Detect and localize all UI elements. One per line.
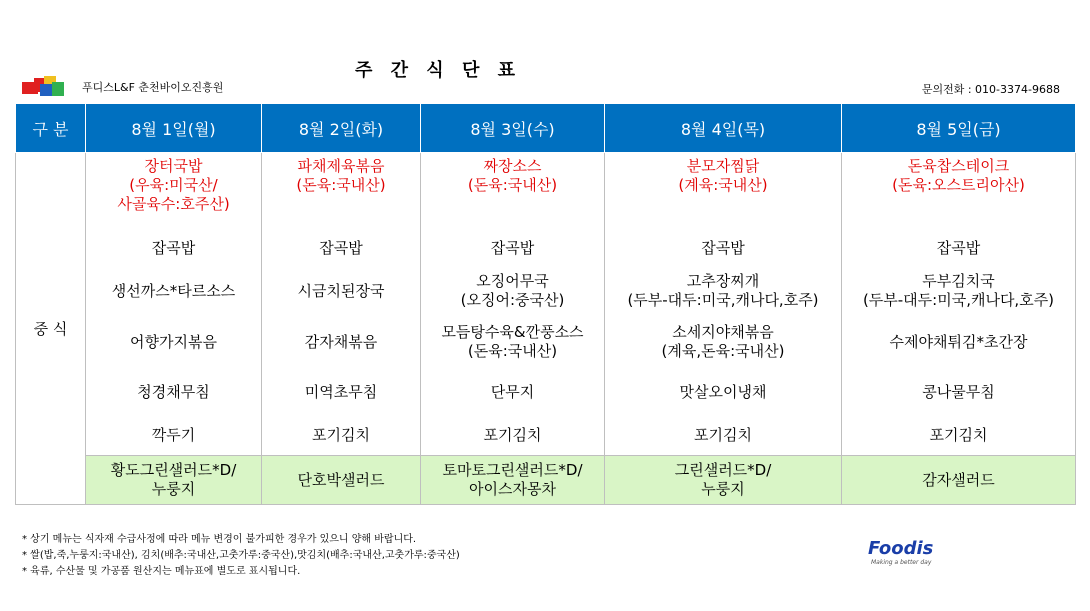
side-dish-item-text: [491, 383, 534, 402]
salad-cell-2: [262, 456, 421, 505]
menu-line: 모듬탕수육&깐풍소스: [441, 323, 584, 341]
menu-line: 단호박샐러드: [297, 470, 385, 489]
header-day-5: 8월 5일(금): [842, 104, 1076, 153]
menu-line: (돈육:오스트리아산): [892, 176, 1025, 194]
soup-item-text: [627, 272, 818, 310]
side-dish-item-text: [890, 333, 1028, 352]
main-dish-text: [678, 157, 767, 195]
salad-cell-1: [86, 456, 262, 505]
note-line: * 육류, 수산물 및 가공품 원산지는 메뉴표에 별도로 표시됩니다.: [22, 566, 301, 577]
side-dish-item: [86, 369, 261, 415]
menu-line: 파채제육볶음: [297, 157, 385, 175]
soup-item: [605, 267, 841, 315]
side-dish-item: [421, 369, 604, 415]
main-dish: [86, 157, 261, 229]
menu-line: (오징어:중국산): [460, 291, 565, 309]
side-dish-item: [605, 369, 841, 415]
salad-cell-5: [842, 456, 1076, 505]
main-dish: [842, 157, 1075, 229]
kimchi-item-text: 포기김치: [694, 425, 752, 444]
menu-line: 돈육찹스테이크: [907, 157, 1010, 175]
main-dish: [421, 157, 604, 229]
menu-line: 분모자찜닭: [686, 157, 760, 175]
side-dish-item-text: [130, 333, 217, 352]
kimchi-item: [842, 415, 1075, 455]
day-menu-1: [86, 153, 262, 456]
menu-line: (계육:국내산): [678, 176, 768, 194]
kimchi-item-text: 포기김치: [312, 425, 370, 444]
menu-line: 청경채무침: [137, 382, 210, 401]
weekly-menu-table: [15, 103, 1076, 505]
header-day-1: 8월 1일(월): [86, 104, 262, 153]
menu-line: 생선까스*타르소스: [111, 281, 236, 300]
menu-line: 황도그린샐러드*D/: [110, 461, 237, 479]
soup-item: [842, 267, 1075, 315]
kimchi-item: [421, 415, 604, 455]
side-dish-item-text: [305, 383, 377, 402]
menu-line: 사골육수:호주산): [117, 195, 230, 213]
rice-item-text: 잡곡밥: [701, 238, 745, 257]
header-row: [16, 104, 1076, 153]
rice-item-text: 잡곡밥: [490, 238, 535, 257]
soup-item: [86, 267, 261, 315]
day-menu-3: [421, 153, 605, 456]
kimchi-item-text: 깍두기: [151, 425, 196, 444]
menu-line: 장터국밥: [144, 157, 203, 175]
main-dish: [605, 157, 841, 229]
menu-line: (두부-대두:미국,캐나다,호주): [862, 291, 1055, 309]
rice-item: [262, 229, 420, 267]
day-menu-4: [605, 153, 842, 456]
header-day-4: 8월 4일(목): [605, 104, 842, 153]
page-title: 주 간 식 단 표: [355, 60, 522, 81]
side-dish-item: [842, 315, 1075, 369]
note-line: * 쌀(밥,죽,누룽지:국내산), 김치(배추:국내산,고춧가루:중국산),맛김치(배추:국내산,고춧가루:중국산): [22, 550, 460, 561]
soup-item-text: [461, 272, 565, 310]
menu-line: (돈육:국내산): [467, 342, 558, 360]
side-dish-item-text: [441, 323, 583, 361]
side-dish-item-text: [137, 383, 209, 402]
menu-line: (계육,돈육:국내산): [661, 342, 785, 360]
rice-item-text: 잡곡밥: [151, 238, 196, 257]
main-dish-text: [117, 157, 229, 214]
menu-line: 감자채볶음: [304, 332, 378, 351]
notes: [22, 532, 460, 580]
menu-line: 두부김치국: [922, 272, 995, 290]
main-dish: [262, 157, 420, 229]
menu-line: 그린샐러드*D/: [674, 461, 772, 479]
menu-line: 어향가지볶음: [130, 332, 217, 351]
side-dish-item: [262, 315, 420, 369]
side-dish-item-text: [922, 383, 994, 402]
menu-line: 수제야채튀김*초간장: [889, 332, 1028, 351]
day-menu-2: [262, 153, 421, 456]
soup-item-text: [863, 272, 1054, 310]
menu-line: 아이스자몽차: [469, 480, 556, 498]
lunch-label: 중 식: [16, 153, 86, 505]
menu-line: (돈육:국내산): [467, 176, 558, 194]
header-day-3: 8월 3일(수): [421, 104, 605, 153]
soup-item-text: [112, 282, 235, 301]
side-dish-item: [421, 315, 604, 369]
kimchi-item: [262, 415, 420, 455]
salad-row: [16, 456, 1076, 505]
side-dish-item: [605, 315, 841, 369]
rice-item: [605, 229, 841, 267]
header-gubun: 구 분: [16, 104, 86, 153]
menu-line: 맛살오이냉채: [679, 382, 767, 401]
menu-line: 짜장소스: [483, 157, 542, 175]
side-dish-item: [842, 369, 1075, 415]
salad-cell-4: [605, 456, 842, 505]
side-dish-item-text: [680, 383, 767, 402]
menu-line: (두부-대두:미국,캐나다,호주): [627, 291, 819, 309]
kimchi-item-text: 포기김치: [929, 425, 988, 444]
foodis-tagline: Making a better day: [871, 559, 932, 566]
main-dish-text: [468, 157, 557, 195]
soup-item: [262, 267, 420, 315]
company-logo-icon: [22, 74, 66, 98]
main-dish-text: [892, 157, 1025, 195]
menu-line: 고추장찌개: [686, 272, 760, 290]
side-dish-item-text: [305, 333, 377, 352]
kimchi-item-text: 포기김치: [483, 425, 542, 444]
header-day-2: 8월 2일(화): [262, 104, 421, 153]
soup-item: [421, 267, 604, 315]
menu-line: 누룽지: [151, 480, 196, 498]
rice-item: [86, 229, 261, 267]
main-dish-text: [296, 157, 385, 195]
menu-line: 토마토그린샐러드*D/: [442, 461, 583, 479]
lunch-row: [16, 153, 1076, 456]
kimchi-item: [605, 415, 841, 455]
menu-line: 소세지야채볶음: [672, 323, 774, 341]
menu-line: 단무지: [490, 382, 535, 401]
rice-item-text: 잡곡밥: [319, 238, 363, 257]
rice-item-text: 잡곡밥: [936, 238, 981, 257]
foodis-logo: Foodis: [868, 538, 934, 559]
day-menu-5: [842, 153, 1076, 456]
rice-item: [842, 229, 1075, 267]
side-dish-item-text: [662, 323, 785, 361]
menu-line: 콩나물무침: [922, 382, 995, 401]
rice-item: [421, 229, 604, 267]
side-dish-item: [262, 369, 420, 415]
menu-line: 시금치된장국: [297, 281, 385, 300]
menu-line: (돈육:국내산): [296, 176, 386, 194]
contact-phone: 문의전화 : 010-3374-9688: [921, 83, 1060, 96]
menu-line: 누룽지: [701, 480, 745, 498]
side-dish-item: [86, 315, 261, 369]
kimchi-item: [86, 415, 261, 455]
menu-line: (우육:미국산/: [129, 176, 218, 194]
note-line: * 상기 메뉴는 식자재 수급사정에 따라 메뉴 변경이 불가피한 경우가 있으니 양해 바랍니다.: [22, 534, 417, 545]
menu-line: 오징어무국: [476, 272, 549, 290]
company-name: 푸디스L&F 춘천바이오진흥원: [82, 81, 224, 94]
salad-cell-3: [421, 456, 605, 505]
menu-line: 감자샐러드: [922, 470, 995, 489]
menu-line: 미역초무침: [304, 382, 378, 401]
soup-item-text: [298, 282, 385, 301]
